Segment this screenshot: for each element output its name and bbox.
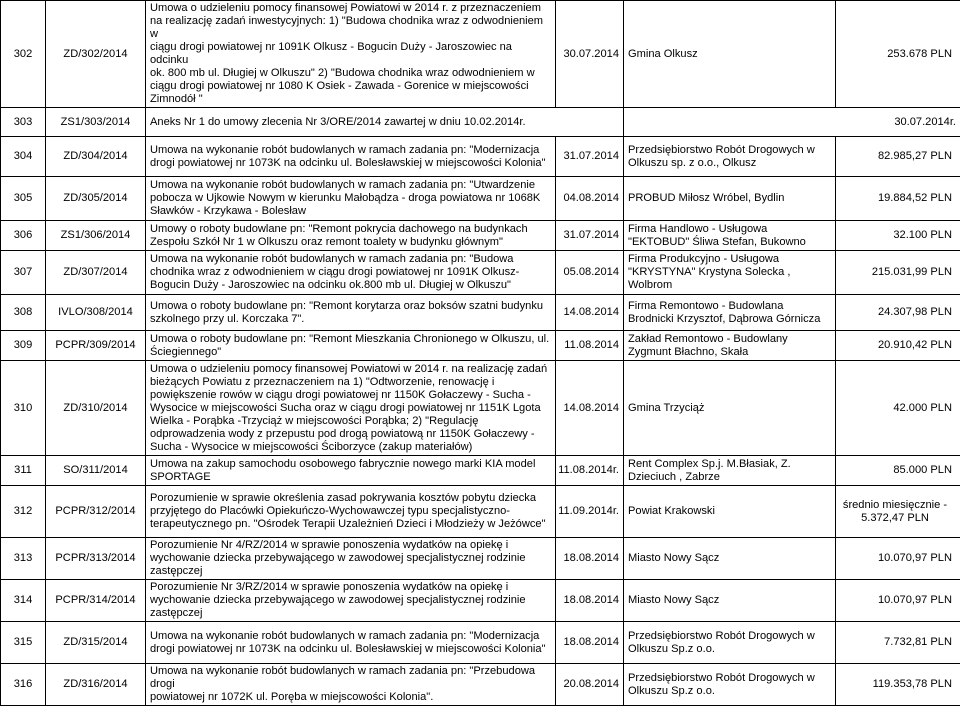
contract-date [556, 331, 624, 361]
contract-amount-text: 19.884,52 PLN [838, 192, 952, 205]
contract-date-text: 05.08.2014 [558, 266, 619, 279]
table-row [1, 580, 960, 622]
contract-date-text: 18.08.2014 [558, 636, 619, 649]
contract-id [46, 251, 146, 295]
contract-amount-text: 7.732,81 PLN [838, 636, 952, 649]
contract-party [624, 664, 836, 706]
row-number-text: 306 [1, 229, 45, 242]
row-number-text: 314 [1, 594, 45, 607]
contract-date-text: 18.08.2014 [558, 552, 619, 565]
row-number [1, 361, 46, 456]
contract-id-text: ZS1/303/2014 [48, 116, 143, 129]
row-number [1, 251, 46, 295]
contract-amount [836, 251, 960, 295]
contract-description-text: Umowa na wykonanie robót budowlanych w ramach zadania pn: "Budowa chodnika wraz z odwodnieniem w ciągu drogi powiatowej nr 1091K Olkusz- Bogucin Duży - Jaroszowiec na odcinku ok.800 mb ul. Długiej w Olkuszu" [150, 253, 551, 292]
contract-amount [836, 295, 960, 331]
table-row [1, 251, 960, 295]
contract-party [624, 251, 836, 295]
row-number [1, 177, 46, 221]
contract-id [46, 221, 146, 251]
row-number-text: 303 [1, 116, 45, 129]
contract-amount [836, 1, 960, 108]
contract-date [556, 664, 624, 706]
contract-id-text: ZD/305/2014 [48, 192, 143, 205]
contract-amount [836, 486, 960, 538]
contract-description [146, 221, 556, 251]
contract-date [556, 622, 624, 664]
contract-id-text: ZD/302/2014 [48, 48, 143, 61]
contract-party [624, 177, 836, 221]
contract-date-text: 14.08.2014 [558, 306, 619, 319]
contract-description-text: Umowa o roboty budowlane pn: "Remont Mieszkania Chronionego w Olkuszu, ul. Ściegiennego" [150, 333, 551, 359]
contract-id [46, 580, 146, 622]
contract-party-text: Powiat Krakowski [628, 505, 831, 518]
contract-description [146, 1, 556, 108]
contract-date [556, 1, 624, 108]
contract-id [46, 1, 146, 108]
contract-description-text: Umowa na zakup samochodu osobowego fabrycznie nowego marki KIA model SPORTAGE [150, 458, 551, 484]
row-number [1, 622, 46, 664]
contract-description [146, 664, 556, 706]
contract-amount [836, 137, 960, 177]
contract-description [146, 622, 556, 664]
contract-date-text: 11.08.2014r. [558, 464, 619, 477]
contract-amount-text: 10.070,97 PLN [838, 594, 952, 607]
contract-party-text: Przedsiębiorstwo Robót Drogowych w Olkuszu sp. z o.o., Olkusz [628, 144, 831, 170]
contract-party-text: PROBUD Miłosz Wróbel, Bydlin [628, 192, 831, 205]
row-number-text: 309 [1, 339, 45, 352]
contract-description-text: Umowa o roboty budowlane pn: "Remont korytarza oraz boksów szatni budynku szkolnego przy ul. Korczaka 7". [150, 300, 551, 326]
contract-party-text: Gmina Trzyciąż [628, 402, 831, 415]
contract-id [46, 486, 146, 538]
contract-date-text: 18.08.2014 [558, 594, 619, 607]
contract-party [624, 295, 836, 331]
contract-description [146, 361, 556, 456]
contract-amount [836, 664, 960, 706]
contract-amount [836, 361, 960, 456]
contract-date [556, 137, 624, 177]
table-row [1, 664, 960, 706]
row-number [1, 486, 46, 538]
contract-id [46, 177, 146, 221]
row-number [1, 137, 46, 177]
contract-date-text: 04.08.2014 [558, 192, 619, 205]
contract-party [624, 456, 836, 486]
contract-party [624, 361, 836, 456]
contract-party-text: Firma Handlowo - Usługowa "EKTOBUD" Śliwa Stefan, Bukowno [628, 223, 831, 249]
contract-id [46, 622, 146, 664]
contract-party-text: Gmina Olkusz [628, 48, 831, 61]
contract-amount-text: 24.307,98 PLN [838, 306, 952, 319]
contract-amount-text: 119.353,78 PLN [838, 678, 952, 691]
contract-date [556, 538, 624, 580]
contract-date [556, 486, 624, 538]
contract-date [556, 177, 624, 221]
contract-description-text: Umowa na wykonanie robót budowlanych w ramach zadania pn: "Modernizacja drogi powiatowej nr 1073K na odcinku ul. Bolesławskiej w miejscowości Kolonia" [150, 630, 551, 656]
contract-party-text: Rent Complex Sp.j. M.Błasiak, Z. Dzieciuch , Zabrze [628, 458, 831, 484]
contract-date-text: 31.07.2014 [558, 150, 619, 163]
contract-description-text: Porozumienie w sprawie określenia zasad pokrywania kosztów pobytu dziecka przyjętego do Placówki Opiekuńczo-Wychowawczej typu specjalistyczno- terapeutycznego pn. "Ośrodek Terapii Uzależnień Dzieci i Młodzieży w Jeżówce" [150, 492, 551, 531]
contract-date-text: 30.07.2014r. [628, 116, 956, 129]
row-number-text: 311 [1, 464, 45, 477]
table-row [1, 331, 960, 361]
contract-id [46, 137, 146, 177]
contract-date-text: 31.07.2014 [558, 229, 619, 242]
row-number [1, 221, 46, 251]
contract-date [556, 361, 624, 456]
contract-id [46, 295, 146, 331]
contract-party-text: Miasto Nowy Sącz [628, 594, 831, 607]
contract-party-text: Firma Remontowo - Budowlana Brodnicki Krzysztof, Dąbrowa Górnicza [628, 300, 831, 326]
contract-id-text: PCPR/313/2014 [48, 552, 143, 565]
row-number-text: 315 [1, 636, 45, 649]
contract-date [556, 221, 624, 251]
table-row [1, 538, 960, 580]
contract-description-text: Umowa na wykonanie robót budowlanych w ramach zadania pn: "Modernizacja drogi powiatowej nr 1073K na odcinku ul. Bolesławskiej w miejscowości Kolonia" [150, 144, 551, 170]
contract-amount [836, 538, 960, 580]
contract-party [624, 1, 836, 108]
contract-description-text: Umowa na wykonanie robót budowlanych w ramach zadania pn: "Utwardzenie pobocza w Ujkowie Nowym w kierunku Małobądza - droga powiatowa nr 1068K Sławków - Krzykawa - Bolesław [150, 179, 551, 218]
row-number-text: 302 [1, 48, 45, 61]
row-number-text: 304 [1, 150, 45, 163]
contract-description-text: Porozumienie Nr 4/RZ/2014 w sprawie ponoszenia wydatków na opiekę i wychowanie dziecka przebywającego w zawodowej specjalistycznej rodzinie zastępczej [150, 539, 551, 578]
contract-amount-text: średnio miesięcznie - 5.372,47 PLN [838, 499, 952, 525]
contract-description-text: Umowa na wykonanie robót budowlanych w ramach zadania pn: "Przebudowa drogi powiatowej nr 1072K ul. Poręba w miejscowości Kolonia". [150, 665, 551, 704]
contract-description [146, 295, 556, 331]
contract-description [146, 108, 624, 137]
contract-date-text: 14.08.2014 [558, 402, 619, 415]
contract-description [146, 251, 556, 295]
contract-amount [836, 221, 960, 251]
contract-amount-text: 10.070,97 PLN [838, 552, 952, 565]
contract-party [624, 331, 836, 361]
contract-party-text: Przedsiębiorstwo Robót Drogowych w Olkuszu Sp.z o.o. [628, 630, 831, 656]
row-number [1, 108, 46, 137]
contract-id-text: ZD/310/2014 [48, 402, 143, 415]
contract-description [146, 331, 556, 361]
contract-amount-text: 253.678 PLN [838, 48, 952, 61]
row-number-text: 307 [1, 266, 45, 279]
row-number-text: 316 [1, 678, 45, 691]
contract-amount [836, 580, 960, 622]
contract-description [146, 486, 556, 538]
contract-id [46, 361, 146, 456]
contract-description [146, 456, 556, 486]
table-row [1, 137, 960, 177]
contract-date-text: 30.07.2014 [558, 48, 619, 61]
contract-party [624, 538, 836, 580]
contract-id [46, 108, 146, 137]
table-row [1, 221, 960, 251]
contract-party [624, 221, 836, 251]
contract-party [624, 622, 836, 664]
table-row [1, 456, 960, 486]
contract-id-text: SO/311/2014 [48, 464, 143, 477]
contract-date [556, 295, 624, 331]
contract-id-text: PCPR/312/2014 [48, 505, 143, 518]
contract-party [624, 580, 836, 622]
contract-party [624, 137, 836, 177]
contract-id-text: ZD/307/2014 [48, 266, 143, 279]
contract-date [624, 108, 960, 137]
contract-party [624, 486, 836, 538]
table-row [1, 1, 960, 108]
contract-amount [836, 331, 960, 361]
contract-id-text: IVLO/308/2014 [48, 306, 143, 319]
contract-description-text: Umowa o udzieleniu pomocy finansowej Powiatowi w 2014 r. z przeznaczeniem na realizację zadań inwestycyjnych: 1) "Budowa chodnika wraz z odwodnieniem w ciągu drogi powiatowej nr 1091K Olkusz - Bogucin Duży - Jaroszowiec na odcinku ok. 800 mb ul. Długiej w Olkuszu" 2) "Budowa chodnika wraz odwodnieniem w ciągu drogi powiatowej nr 1080 K Osiek - Zawada - Gorenice w miejscowości Zimnodół " [150, 2, 551, 106]
contract-id [46, 456, 146, 486]
contract-id-text: ZD/315/2014 [48, 636, 143, 649]
contract-amount-text: 215.031,99 PLN [838, 266, 952, 279]
row-number-text: 305 [1, 192, 45, 205]
table-row [1, 622, 960, 664]
table-row [1, 486, 960, 538]
row-number [1, 331, 46, 361]
contract-date-text: 11.09.2014r. [558, 505, 619, 518]
table-row [1, 361, 960, 456]
contract-amount-text: 32.100 PLN [838, 229, 952, 242]
contract-date [556, 456, 624, 486]
contract-description [146, 177, 556, 221]
contract-amount-text: 20.910,42 PLN [838, 339, 952, 352]
table-row [1, 108, 960, 137]
contract-date [556, 580, 624, 622]
contract-id-text: ZD/316/2014 [48, 678, 143, 691]
row-number-text: 313 [1, 552, 45, 565]
table-row [1, 295, 960, 331]
contract-party-text: Przedsiębiorstwo Robót Drogowych w Olkuszu Sp.z o.o. [628, 672, 831, 698]
contract-id-text: PCPR/314/2014 [48, 594, 143, 607]
contract-description [146, 580, 556, 622]
contract-amount [836, 456, 960, 486]
contract-description-text: Porozumienie Nr 3/RZ/2014 w sprawie ponoszenia wydatków na opiekę i wychowanie dziecka przebywającego w zawodowej specjalistycznej rodzinie zastępczej [150, 581, 551, 620]
row-number-text: 308 [1, 306, 45, 319]
contract-id [46, 331, 146, 361]
contract-id [46, 664, 146, 706]
contract-date [556, 251, 624, 295]
row-number [1, 295, 46, 331]
row-number [1, 456, 46, 486]
row-number [1, 538, 46, 580]
contract-party-text: Miasto Nowy Sącz [628, 552, 831, 565]
row-number-text: 310 [1, 402, 45, 415]
contract-description-text: Aneks Nr 1 do umowy zlecenia Nr 3/ORE/2014 zawartej w dniu 10.02.2014r. [150, 116, 619, 129]
contract-amount [836, 177, 960, 221]
contract-id-text: ZS1/306/2014 [48, 229, 143, 242]
contract-description-text: Umowa o udzieleniu pomocy finansowej Powiatowi w 2014 r. na realizację zadań bieżących Powiatu z przeznaczeniem na 1) "Odtworzenie, renowację i powiększenie rowów w ciągu drogi powiatowej nr 1150K Gołaczewy - Sucha - Wysocice w miejscowości Sucha oraz w ciągu drogi powiatowej nr 1151K Lgota Wielka - Porąbka -Trzyciąż w miejscowości Porąbka; 2) "Regulację odprowadzenia wody z przepustu pod drogą powiatową nr 1150K Gołaczewy - Sucha - Wysocice w miejscowości Ściborzyce (zakup materiałów) [150, 363, 551, 454]
contract-id-text: ZD/304/2014 [48, 150, 143, 163]
contract-amount-text: 82.985,27 PLN [838, 150, 952, 163]
contract-amount [836, 622, 960, 664]
contract-party-text: Firma Produkcyjno - Usługowa "KRYSTYNA" Krystyna Solecka , Wolbrom [628, 253, 831, 292]
contract-amount-text: 85.000 PLN [838, 464, 952, 477]
contract-id [46, 538, 146, 580]
contract-id-text: PCPR/309/2014 [48, 339, 143, 352]
row-number [1, 664, 46, 706]
contract-amount-text: 42.000 PLN [838, 402, 952, 415]
row-number [1, 580, 46, 622]
contract-description [146, 137, 556, 177]
contract-description-text: Umowy o roboty budowlane pn: "Remont pokrycia dachowego na budynkach Zespołu Szkół Nr 1 w Olkuszu oraz remont toalety w budynku głównym" [150, 223, 551, 249]
table-row [1, 177, 960, 221]
contract-party-text: Zakład Remontowo - Budowlany Zygmunt Błachno, Skała [628, 333, 831, 359]
contract-description [146, 538, 556, 580]
contracts-table-body [1, 1, 960, 706]
row-number-text: 312 [1, 505, 45, 518]
row-number [1, 1, 46, 108]
contract-date-text: 20.08.2014 [558, 678, 619, 691]
contract-date-text: 11.08.2014 [558, 339, 619, 352]
